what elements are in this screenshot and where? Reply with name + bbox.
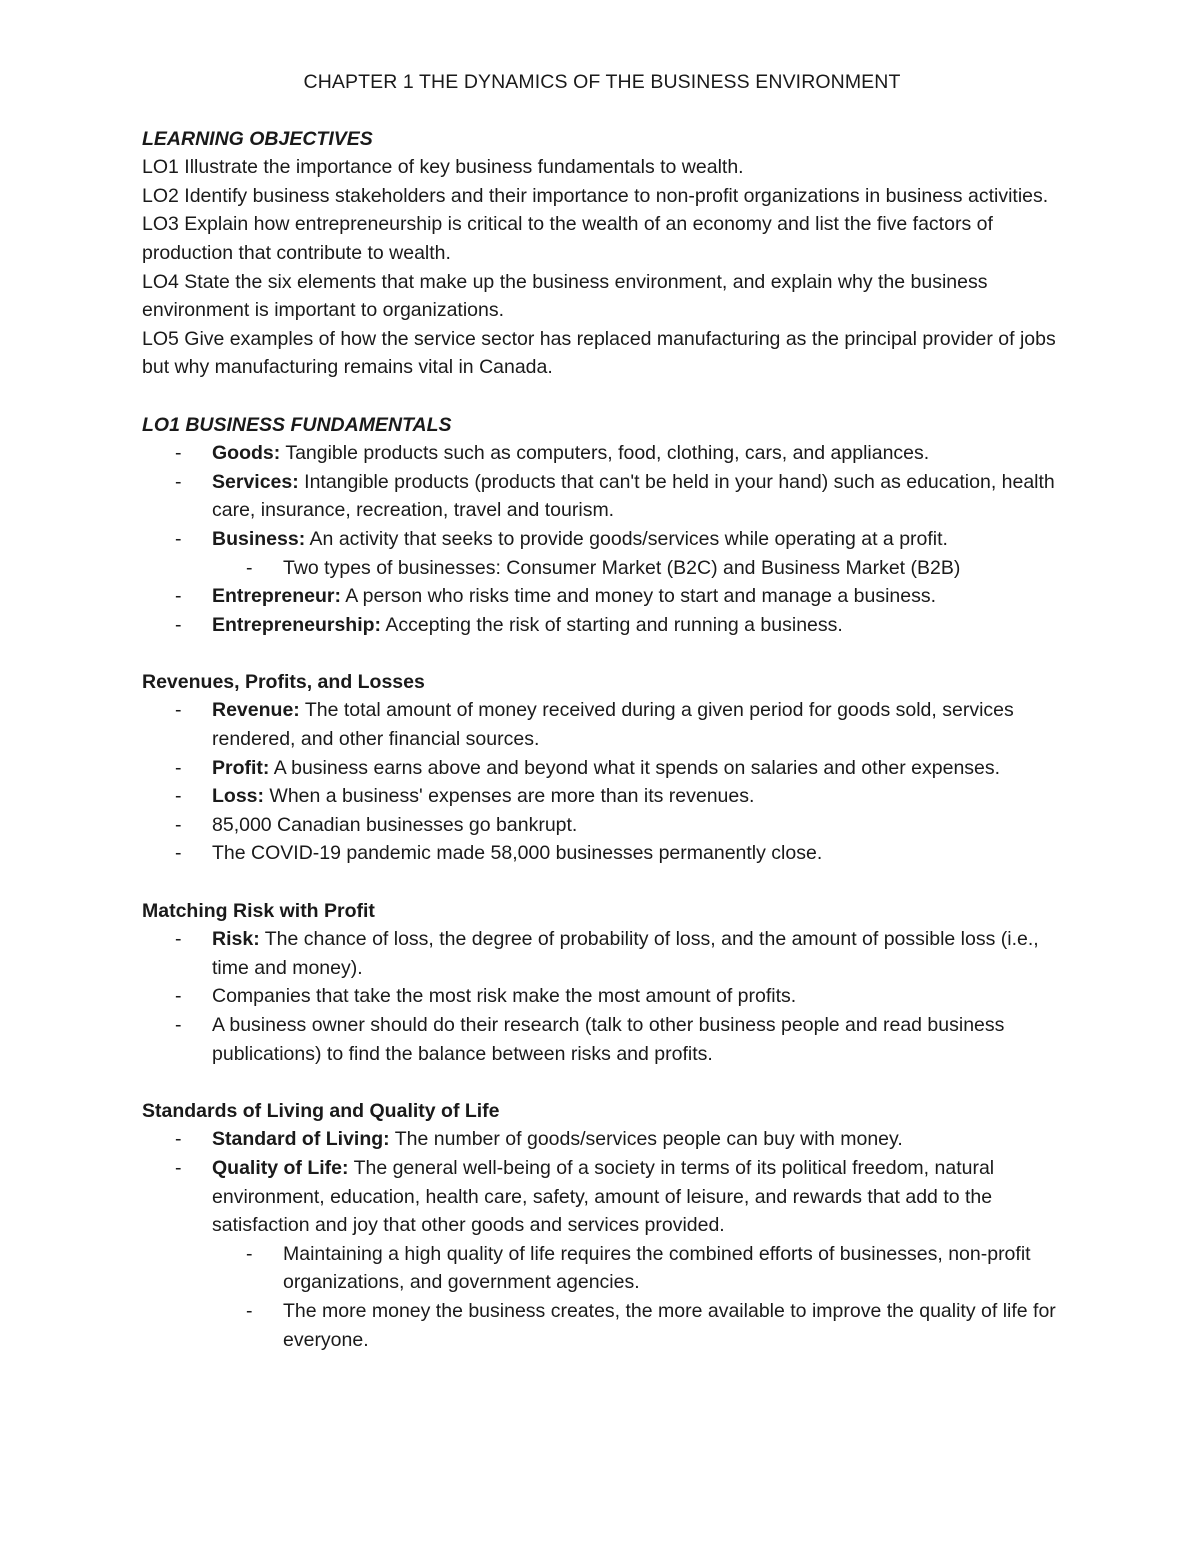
dash-bullet: - [175,585,182,608]
sub-item-text: Maintaining a high quality of life requires the combined efforts of businesses, non-profit organizations, and government agencies. [283,1242,1031,1294]
living-section [142,1097,1062,1354]
term-business: Business: [212,527,306,550]
sub-list-item [212,554,1062,583]
dash-bullet: - [175,842,182,865]
term-goods: Goods: [212,442,281,465]
dash-bullet: - [175,613,182,636]
revenues-heading: Revenues, Profits, and Losses [142,670,425,693]
term-entrepreneurship: Entrepreneurship: [212,613,382,636]
definition-text: An activity that seeks to provide goods/services while operating at a profit. [305,527,948,550]
objective-lo5: LO5 Give examples of how the service sector has replaced manufacturing as the principal provider of jobs but why manufacturing remains vital in Canada. [142,327,1056,379]
definition-text: The general well-being of a society in terms of its political freedom, natural environment, education, health care, safety, amount of leisure, and rewards that add to the satisfaction and joy that other goods and services provided. [212,1156,995,1237]
page-title: CHAPTER 1 THE DYNAMICS OF THE BUSINESS ENVIRONMENT [303,71,901,93]
definition-text: The chance of loss, the degree of probability of loss, and the amount of possible loss (i.e., time and money). [212,928,1039,979]
learning-objectives-section [142,125,1062,382]
item-text: A business owner should do their research (talk to other business people and read business publications) to find the balance between risks and profits. [212,1014,1005,1065]
revenues-list [142,696,1062,868]
dash-bullet: - [175,442,182,465]
dash-bullet: - [175,1128,182,1151]
definition-text: The number of goods/services people can buy with money. [389,1128,903,1151]
living-heading: Standards of Living and Quality of Life [142,1099,500,1122]
definition-text: Tangible products such as computers, food, clothing, cars, and appliances. [280,442,930,465]
definition-text: When a business' expenses are more than its revenues. [264,785,755,808]
dash-bullet: - [175,813,182,836]
list-item [142,1154,1062,1354]
list-item [142,1011,1062,1068]
list-item [142,582,1062,611]
dash-bullet: - [175,1014,182,1036]
dash-bullet: - [246,556,253,579]
business-fundamentals-section [142,411,1062,640]
sub-item-text: Two types of businesses: Consumer Market (B2C) and Business Market (B2B) [283,556,961,579]
risk-section [142,897,1062,1069]
dash-bullet: - [175,985,182,1008]
objective-lo4: LO4 State the six elements that make up the business environment, and explain why the business environment is important to organizations. [142,270,988,322]
document-page [142,68,1062,1383]
definition-text: A person who risks time and money to start and manage a business. [340,585,937,608]
dash-bullet: - [175,1156,182,1179]
list-item [142,982,1062,1011]
sub-list-item [212,1240,1062,1297]
list-item [142,782,1062,811]
term-entrepreneur: Entrepreneur: [212,585,341,608]
item-text: 85,000 Canadian businesses go bankrupt. [212,813,578,836]
list-item [142,611,1062,640]
list-item [142,1125,1062,1154]
list-item [142,839,1062,868]
term-standard-of-living: Standard of Living: [212,1128,390,1151]
objective-lo1: LO1 Illustrate the importance of key business fundamentals to wealth. [142,156,744,179]
term-services: Services: [212,470,299,493]
term-loss: Loss: [212,785,265,808]
list-item [142,811,1062,840]
item-text: The COVID-19 pandemic made 58,000 businesses permanently close. [212,842,823,865]
risk-list [142,925,1062,1068]
item-text: Companies that take the most risk make the most amount of profits. [212,985,797,1008]
term-risk: Risk: [212,928,260,951]
business-sublist [212,554,1062,583]
definition-text: Intangible products (products that can't be held in your hand) such as education, health care, insurance, recreation, travel and tourism. [212,470,1055,522]
dash-bullet: - [175,928,182,951]
revenues-section [142,668,1062,868]
sub-list-item [212,1297,1062,1354]
learning-objectives-heading: LEARNING OBJECTIVES [142,127,373,150]
dash-bullet: - [175,756,182,779]
dash-bullet: - [175,527,182,550]
risk-heading: Matching Risk with Profit [142,899,375,922]
list-item [142,696,1062,753]
dash-bullet: - [246,1299,253,1322]
fundamentals-list [142,439,1062,639]
definition-text: Accepting the risk of starting and running a business. [381,613,843,636]
list-item [142,468,1062,525]
quality-of-life-sublist [212,1240,1062,1354]
definition-text: The total amount of money received during a given period for goods sold, services rendered, and other financial sources. [212,699,1014,751]
list-item [142,439,1062,468]
term-profit: Profit: [212,756,270,779]
list-item [142,525,1062,582]
sub-item-text: The more money the business creates, the more available to improve the quality of life for everyone. [283,1299,1056,1351]
business-fundamentals-heading: LO1 BUSINESS FUNDAMENTALS [142,413,452,436]
objective-lo2: LO2 Identify business stakeholders and their importance to non-profit organizations in business activities. [142,184,1049,207]
list-item [142,925,1062,982]
living-list [142,1125,1062,1354]
term-revenue: Revenue: [212,699,300,722]
dash-bullet: - [175,785,182,808]
definition-text: A business earns above and beyond what it spends on salaries and other expenses. [269,756,1001,779]
dash-bullet: - [246,1242,253,1265]
list-item [142,754,1062,783]
objective-lo3: LO3 Explain how entrepreneurship is critical to the wealth of an economy and list the five factors of production that contribute to wealth. [142,213,993,264]
dash-bullet: - [175,470,182,493]
term-quality-of-life: Quality of Life: [212,1156,349,1179]
dash-bullet: - [175,699,182,722]
